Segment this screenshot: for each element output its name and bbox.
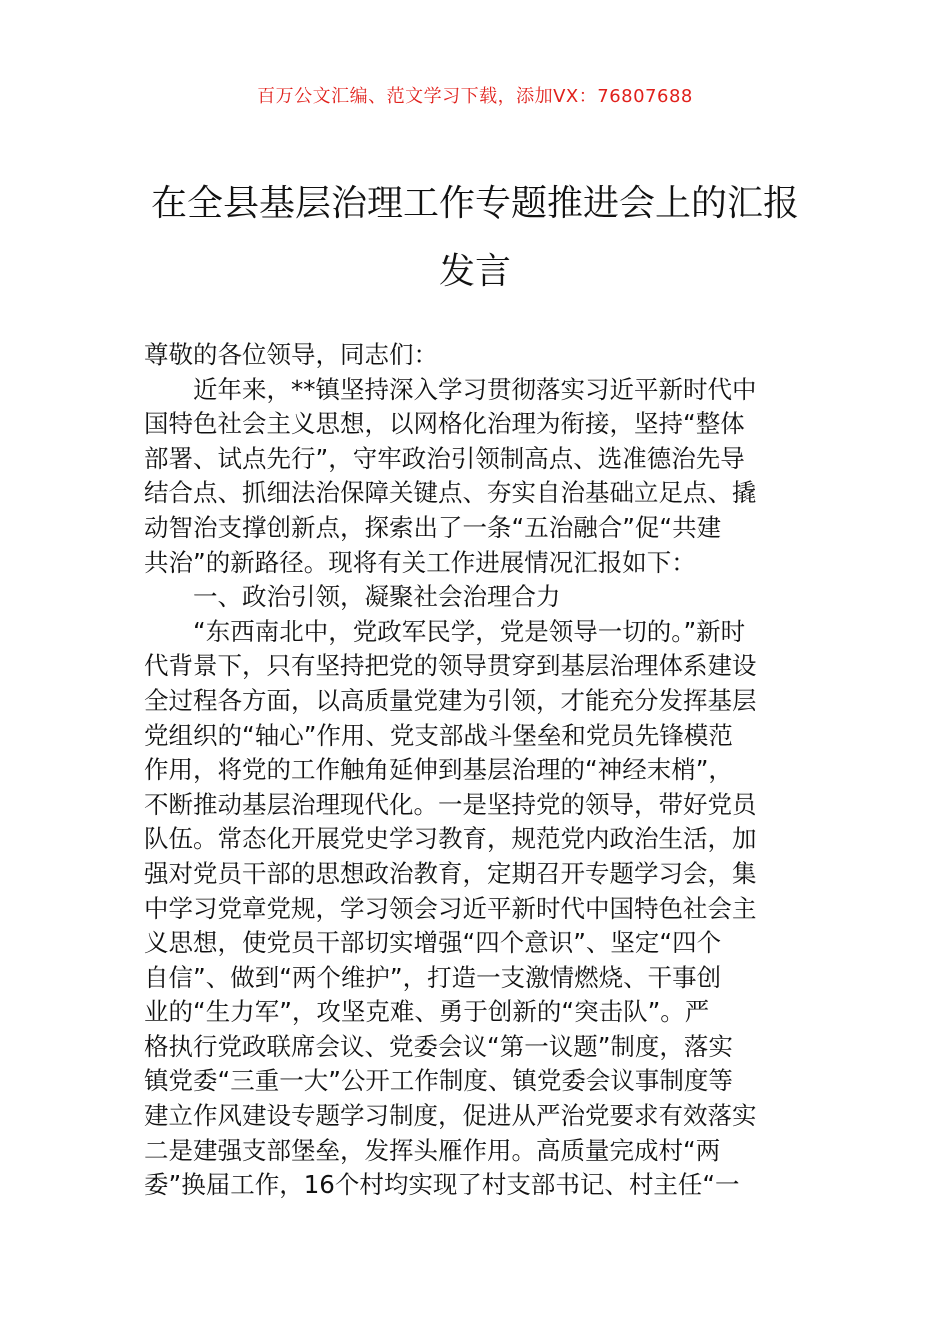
title-line-2: 发言 xyxy=(438,251,511,292)
text-line: 共治”的新路径。现将有关工作进展情况汇报如下： xyxy=(144,547,696,577)
text-line: 动智治支撑创新点，探索出了一条“五治融合”促“共建 xyxy=(144,512,722,542)
text-line: 结合点、抓细法治保障关键点、夯实自治基础立足点、撬 xyxy=(144,478,757,508)
text-line: 队伍。常态化开展党史学习教育，规范党内政治生活，加 xyxy=(144,824,757,854)
text-line: 格执行党政联席会议、党委会议“第一议题”制度，落实 xyxy=(144,1031,733,1061)
text-line: 中学习党章党规，学习领会习近平新时代中国特色社会主 xyxy=(144,893,757,923)
text-line: 委”换届工作，16个村均实现了村支部书记、村主任“一 xyxy=(144,1170,740,1200)
text-line: 义思想，使党员干部切实增强“四个意识”、坚定“四个 xyxy=(144,928,722,958)
text-line: 建立作风建设专题学习制度，促进从严治党要求有效落实 xyxy=(144,1101,757,1131)
text-line: 业的“生力军”，攻坚克难、勇于创新的“突击队”。严 xyxy=(144,997,710,1027)
text-line: 国特色社会主义思想，以网格化治理为衔接，坚持“整体 xyxy=(144,409,745,439)
text-line: 全过程各方面，以高质量党建为引领，才能充分发挥基层 xyxy=(144,685,757,715)
text-line: 强对党员干部的思想政治教育，定期召开专题学习会，集 xyxy=(144,858,757,888)
text-line: 近年来，**镇坚持深入学习贯彻落实习近平新时代中 xyxy=(144,374,757,404)
document-title xyxy=(120,170,830,306)
text-line: 不断推动基层治理现代化。一是坚持党的领导，带好党员 xyxy=(144,789,757,819)
section-heading-1: 一、政治引领，凝聚社会治理合力 xyxy=(144,582,561,612)
text-line: 代背景下，只有坚持把党的领导贯穿到基层治理体系建设 xyxy=(144,651,757,681)
text-line: 自信”、做到“两个维护”，打造一支激情燃烧、干事创 xyxy=(144,962,722,992)
text-line: 镇党委“三重一大”公开工作制度、镇党委会议事制度等 xyxy=(144,1066,733,1096)
text-line-salutation: 尊敬的各位领导，同志们： xyxy=(144,340,438,369)
text-line: 二是建强支部堡垒，发挥头雁作用。高质量完成村“两 xyxy=(144,1135,721,1165)
header-notice: 百万公文汇编、范文学习下载，添加VX：76807688 xyxy=(257,86,693,107)
text-line: 党组织的“轴心”作用、党支部战斗堡垒和党员先锋模范 xyxy=(144,720,733,750)
text-line: “东西南北中，党政军民学，党是领导一切的。”新时 xyxy=(144,616,746,646)
text-line: 部署、试点先行”，守牢政治引领制高点、选准德治先导 xyxy=(144,443,745,473)
text-line: 作用，将党的工作触角延伸到基层治理的“神经末梢”， xyxy=(144,755,733,785)
document-body xyxy=(144,338,809,1203)
title-line-1: 在全县基层治理工作专题推进会上的汇报 xyxy=(150,183,799,224)
